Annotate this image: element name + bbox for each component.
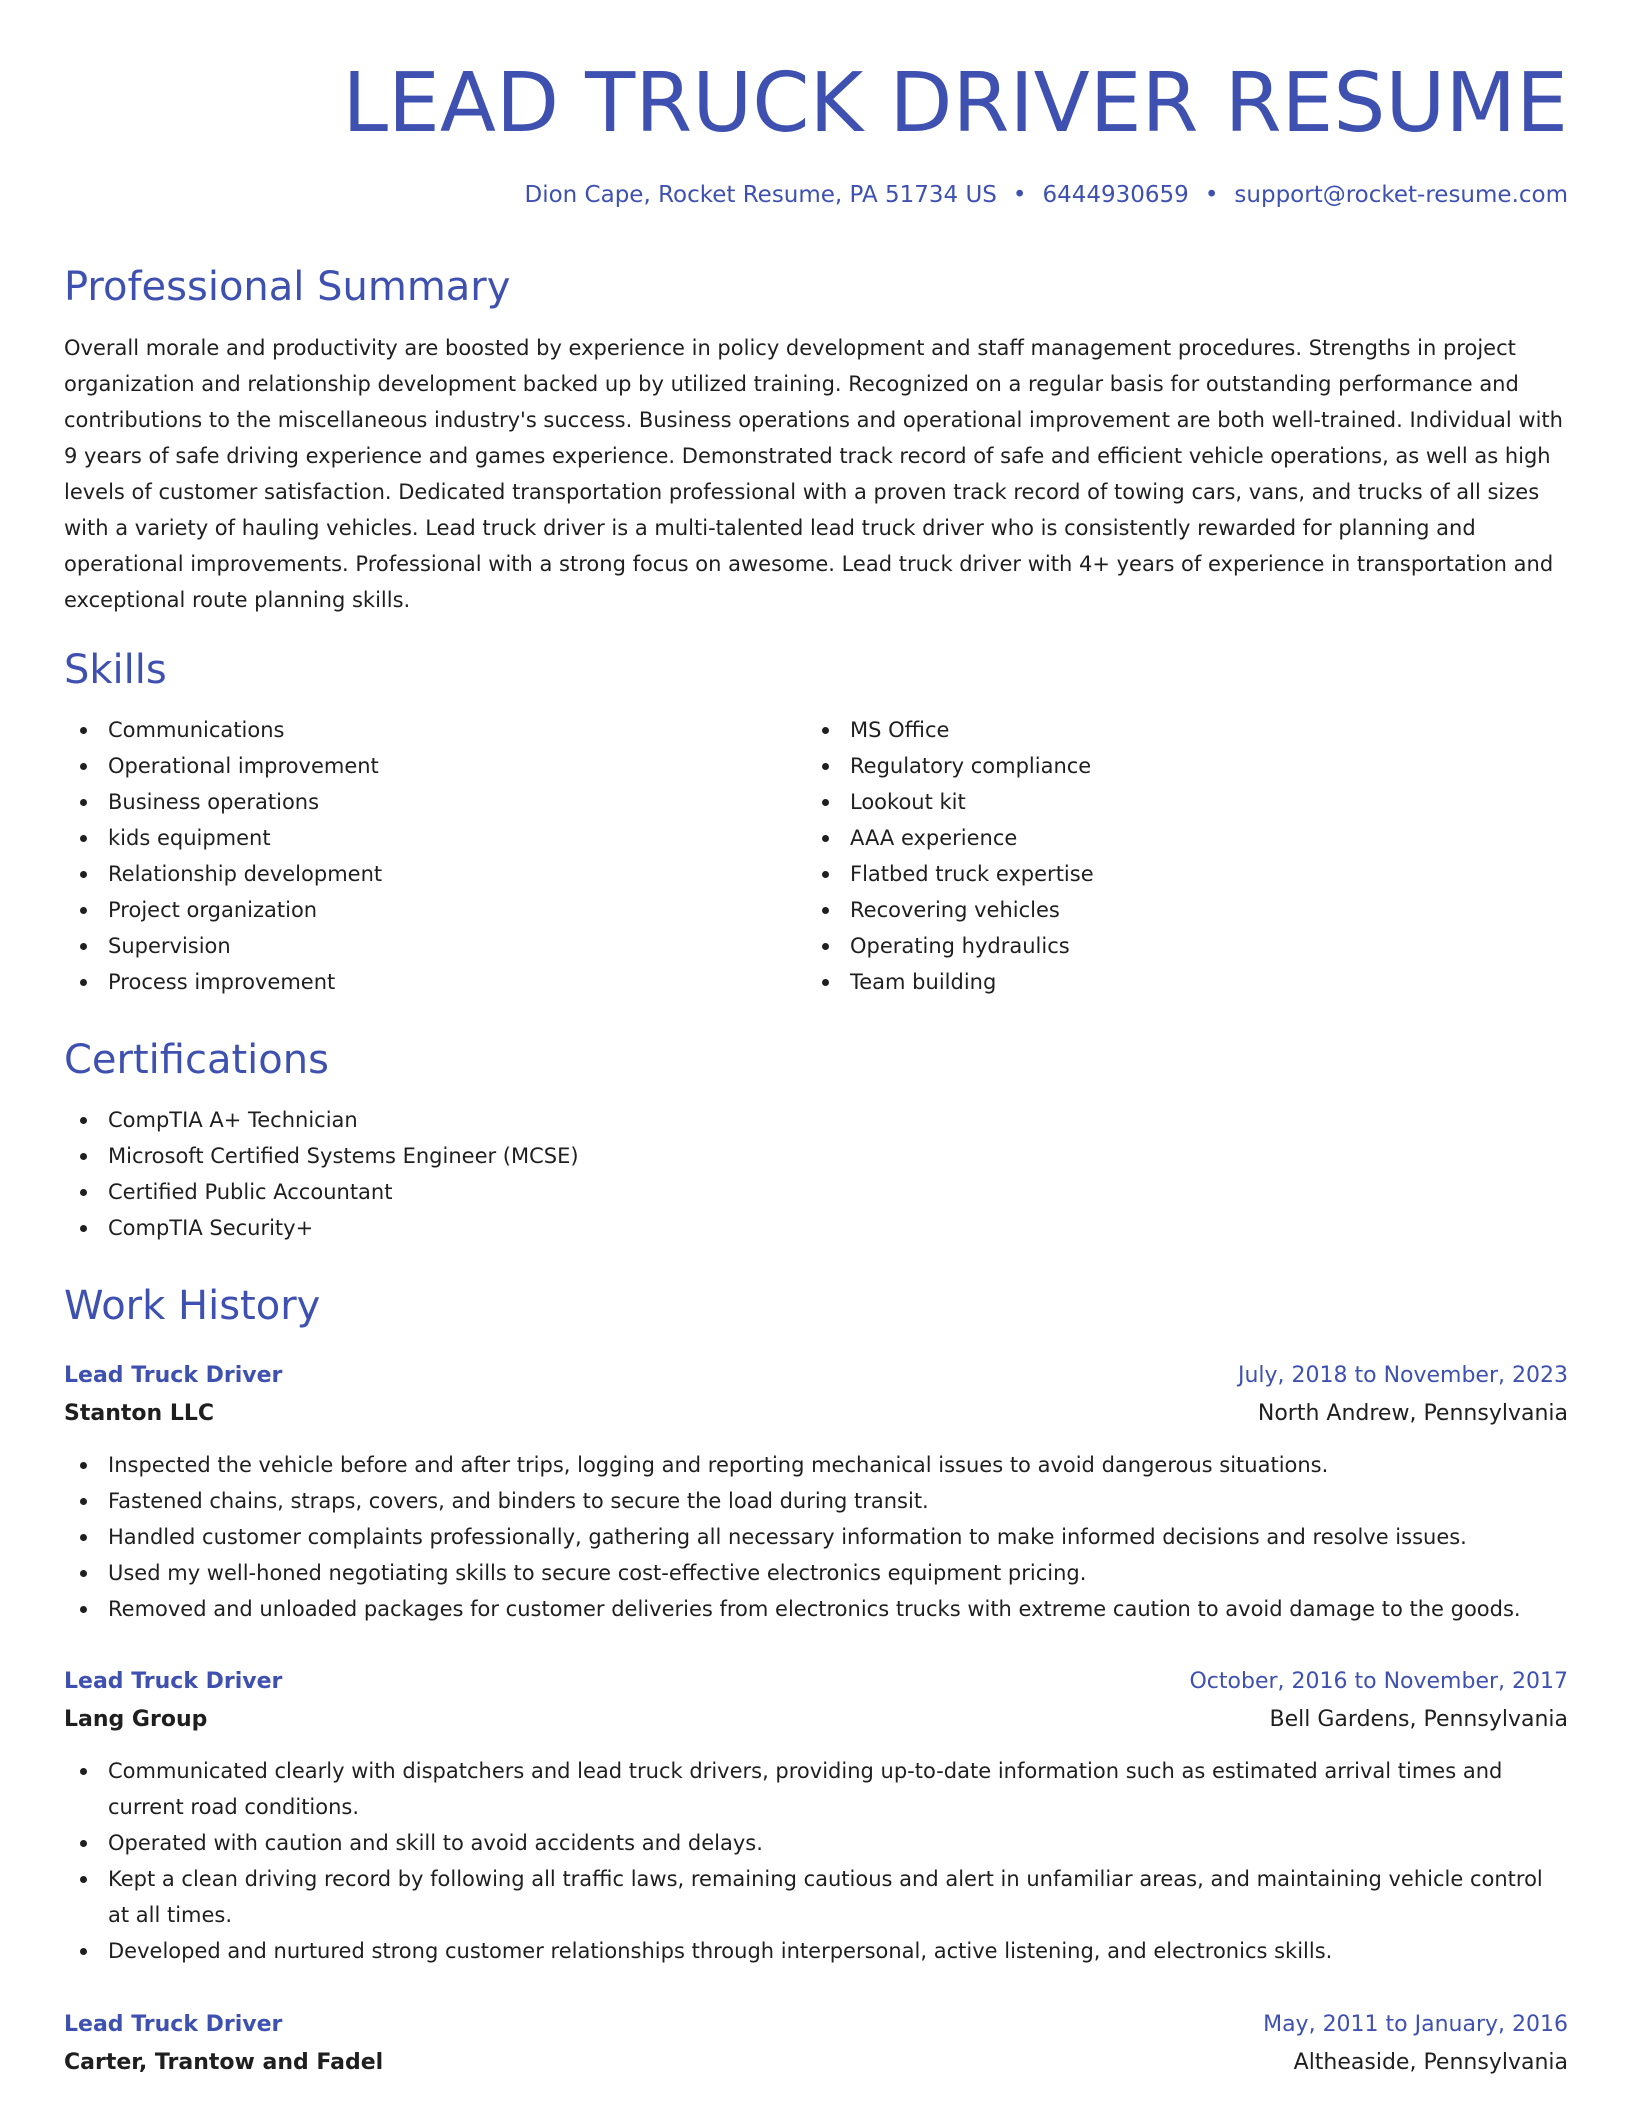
job-duty-item	[64, 1753, 1568, 1825]
skill-label: Operational improvement	[108, 754, 379, 778]
work-history-heading: Work History	[64, 1283, 321, 1329]
job-entry	[64, 2006, 1568, 2082]
skills-heading: Skills	[64, 647, 167, 693]
job-header-row	[64, 1357, 1568, 1395]
job-title: Lead Truck Driver	[64, 2012, 283, 2037]
skill-item	[64, 748, 784, 784]
job-company-row	[64, 1395, 1568, 1433]
skill-label: Operating hydraulics	[850, 934, 1070, 958]
job-company: Lang Group	[64, 1707, 208, 1732]
bullet-dot	[80, 1948, 87, 1955]
job-title: Lead Truck Driver	[64, 1669, 283, 1694]
bullet-dot	[822, 763, 829, 770]
bullet-dot	[80, 835, 87, 842]
skill-label: kids equipment	[108, 826, 271, 850]
skills-column-left	[64, 712, 784, 1000]
bullet-dot	[80, 943, 87, 950]
resume-title: LEAD TRUCK DRIVER RESUME	[342, 56, 1568, 151]
skill-item	[64, 820, 784, 856]
resume-page	[64, 0, 1568, 2075]
skill-label: Relationship development	[108, 862, 383, 886]
bullet-dot	[80, 1840, 87, 1847]
certification-item	[64, 1210, 1568, 1246]
bullet-dot	[80, 979, 87, 986]
certification-label: Certified Public Accountant	[108, 1180, 393, 1204]
bullet-dot	[80, 1117, 87, 1124]
skill-item	[806, 712, 1526, 748]
bullet-dot	[80, 871, 87, 878]
skill-label: AAA experience	[850, 826, 1018, 850]
job-company: Stanton LLC	[64, 1401, 215, 1426]
contact-separator: •	[1012, 182, 1027, 208]
skill-item	[64, 856, 784, 892]
job-header-row	[64, 2006, 1568, 2044]
job-duty-item	[64, 1555, 1568, 1591]
bullet-dot	[80, 763, 87, 770]
skill-label: Supervision	[108, 934, 231, 958]
certifications-heading: Certifications	[64, 1037, 329, 1083]
job-dates: July, 2018 to November, 2023	[1237, 1363, 1568, 1388]
skill-item	[806, 928, 1526, 964]
job-location: Bell Gardens, Pennsylvania	[1269, 1707, 1568, 1732]
bullet-dot	[80, 1768, 87, 1775]
bullet-dot	[822, 799, 829, 806]
skill-label: MS Office	[850, 718, 950, 742]
bullet-dot	[80, 907, 87, 914]
bullet-dot	[80, 1498, 87, 1505]
job-duty-item	[64, 1861, 1568, 1933]
job-duty-item	[64, 1483, 1568, 1519]
bullet-dot	[80, 727, 87, 734]
bullet-dot	[80, 1153, 87, 1160]
certification-item	[64, 1174, 1568, 1210]
bullet-dot	[822, 727, 829, 734]
job-company-row	[64, 1701, 1568, 1739]
job-dates: October, 2016 to November, 2017	[1189, 1669, 1568, 1694]
skills-column-right	[806, 712, 1526, 1000]
bullet-dot	[822, 979, 829, 986]
bullet-dot	[80, 1606, 87, 1613]
skill-label: Business operations	[108, 790, 320, 814]
skill-item	[64, 892, 784, 928]
job-duty-text: Operated with caution and skill to avoid accidents and delays.	[108, 1831, 763, 1855]
skill-label: Regulatory compliance	[850, 754, 1092, 778]
certification-item	[64, 1138, 1568, 1174]
bullet-dot	[822, 943, 829, 950]
skill-item	[806, 784, 1526, 820]
job-title: Lead Truck Driver	[64, 1363, 283, 1388]
job-duty-item	[64, 1591, 1568, 1627]
summary-text: Overall morale and productivity are boosted by experience in policy development and staff management procedures. Strengths in project organization and relationship development backed up by utilized training. Recognized on a regular basis for outstanding performance and contributions to the miscellaneous industry's success. Business operations and operational improvement are both well-trained. Individual with 9 years of safe driving experience and games experience. Demonstrated track record of safe and efficient vehicle operations, as well as high levels of customer satisfaction. Dedicated transportation professional with a proven track record of towing cars, vans, and trucks of all sizes with a variety of hauling vehicles. Lead truck driver is a multi-talented lead truck driver who is consistently rewarded for planning and operational improvements. Professional with a strong focus on awesome. Lead truck driver with 4+ years of experience in transportation and exceptional route planning skills.	[64, 336, 1563, 612]
job-location: Altheaside, Pennsylvania	[1293, 2050, 1568, 2075]
bullet-dot	[80, 1534, 87, 1541]
job-duty-item	[64, 1519, 1568, 1555]
job-duty-text: Inspected the vehicle before and after trips, logging and reporting mechanical issues to avoid dangerous situations.	[108, 1453, 1329, 1477]
skill-label: Lookout kit	[850, 790, 966, 814]
skill-item	[64, 964, 784, 1000]
contact-address: Dion Cape, Rocket Resume, PA 51734 US	[524, 182, 997, 208]
job-duty-item	[64, 1825, 1568, 1861]
job-dates: May, 2011 to January, 2016	[1263, 2012, 1568, 2037]
job-duty-item	[64, 1933, 1568, 1969]
job-duty-text: Handled customer complaints professionally, gathering all necessary information to make informed decisions and resolve issues.	[108, 1525, 1467, 1549]
skill-label: Recovering vehicles	[850, 898, 1060, 922]
bullet-dot	[80, 1189, 87, 1196]
skill-item	[806, 892, 1526, 928]
job-duty-text: Used my well-honed negotiating skills to secure cost-effective electronics equipment pricing.	[108, 1561, 1087, 1585]
skill-label: Project organization	[108, 898, 318, 922]
skill-item	[64, 712, 784, 748]
job-duties-list	[64, 1753, 1568, 1969]
bullet-dot	[822, 835, 829, 842]
bullet-dot	[80, 799, 87, 806]
job-duties-list	[64, 1447, 1568, 1627]
skills-list-right	[806, 712, 1526, 1000]
skill-item	[806, 748, 1526, 784]
certification-label: Microsoft Certified Systems Engineer (MCSE)	[108, 1144, 579, 1168]
bullet-dot	[80, 1462, 87, 1469]
job-duty-text: Communicated clearly with dispatchers and lead truck drivers, providing up-to-date information such as estimated arrival times and current road conditions.	[108, 1759, 1503, 1819]
skill-label: Team building	[850, 970, 997, 994]
skill-label: Communications	[108, 718, 285, 742]
bullet-dot	[822, 871, 829, 878]
job-duty-text: Removed and unloaded packages for customer deliveries from electronics trucks with extreme caution to avoid damage to the goods.	[108, 1597, 1521, 1621]
skill-item	[806, 964, 1526, 1000]
summary-heading: Professional Summary	[64, 264, 511, 310]
job-duty-item	[64, 1447, 1568, 1483]
job-header-row	[64, 1663, 1568, 1701]
job-company-row	[64, 2044, 1568, 2082]
skill-item	[806, 856, 1526, 892]
skill-item	[64, 784, 784, 820]
certification-item	[64, 1102, 1568, 1138]
job-duty-text: Developed and nurtured strong customer relationships through interpersonal, active listening, and electronics skills.	[108, 1939, 1333, 1963]
contact-separator: •	[1204, 182, 1219, 208]
bullet-dot	[80, 1570, 87, 1577]
bullet-dot	[80, 1225, 87, 1232]
bullet-dot	[80, 1876, 87, 1883]
job-duty-text: Fastened chains, straps, covers, and binders to secure the load during transit.	[108, 1489, 929, 1513]
skill-item	[64, 928, 784, 964]
skill-label: Process improvement	[108, 970, 336, 994]
skill-item	[806, 820, 1526, 856]
certification-label: CompTIA Security+	[108, 1216, 314, 1240]
certifications-section	[64, 1102, 1568, 1246]
contact-email[interactable]: support@rocket-resume.com	[1234, 182, 1568, 208]
job-entry	[64, 1663, 1568, 1969]
job-entry	[64, 1357, 1568, 1627]
job-company: Carter, Trantow and Fadel	[64, 2050, 384, 2075]
certifications-list	[64, 1102, 1568, 1246]
job-duty-text: Kept a clean driving record by following all traffic laws, remaining cautious and alert in unfamiliar areas, and maintaining vehicle control at all times.	[108, 1867, 1543, 1927]
skill-label: Flatbed truck expertise	[850, 862, 1094, 886]
skills-list-left	[64, 712, 784, 1000]
contact-line	[524, 180, 1568, 210]
bullet-dot	[822, 907, 829, 914]
contact-phone: 6444930659	[1042, 182, 1189, 208]
certification-label: CompTIA A+ Technician	[108, 1108, 358, 1132]
job-location: North Andrew, Pennsylvania	[1257, 1401, 1568, 1426]
